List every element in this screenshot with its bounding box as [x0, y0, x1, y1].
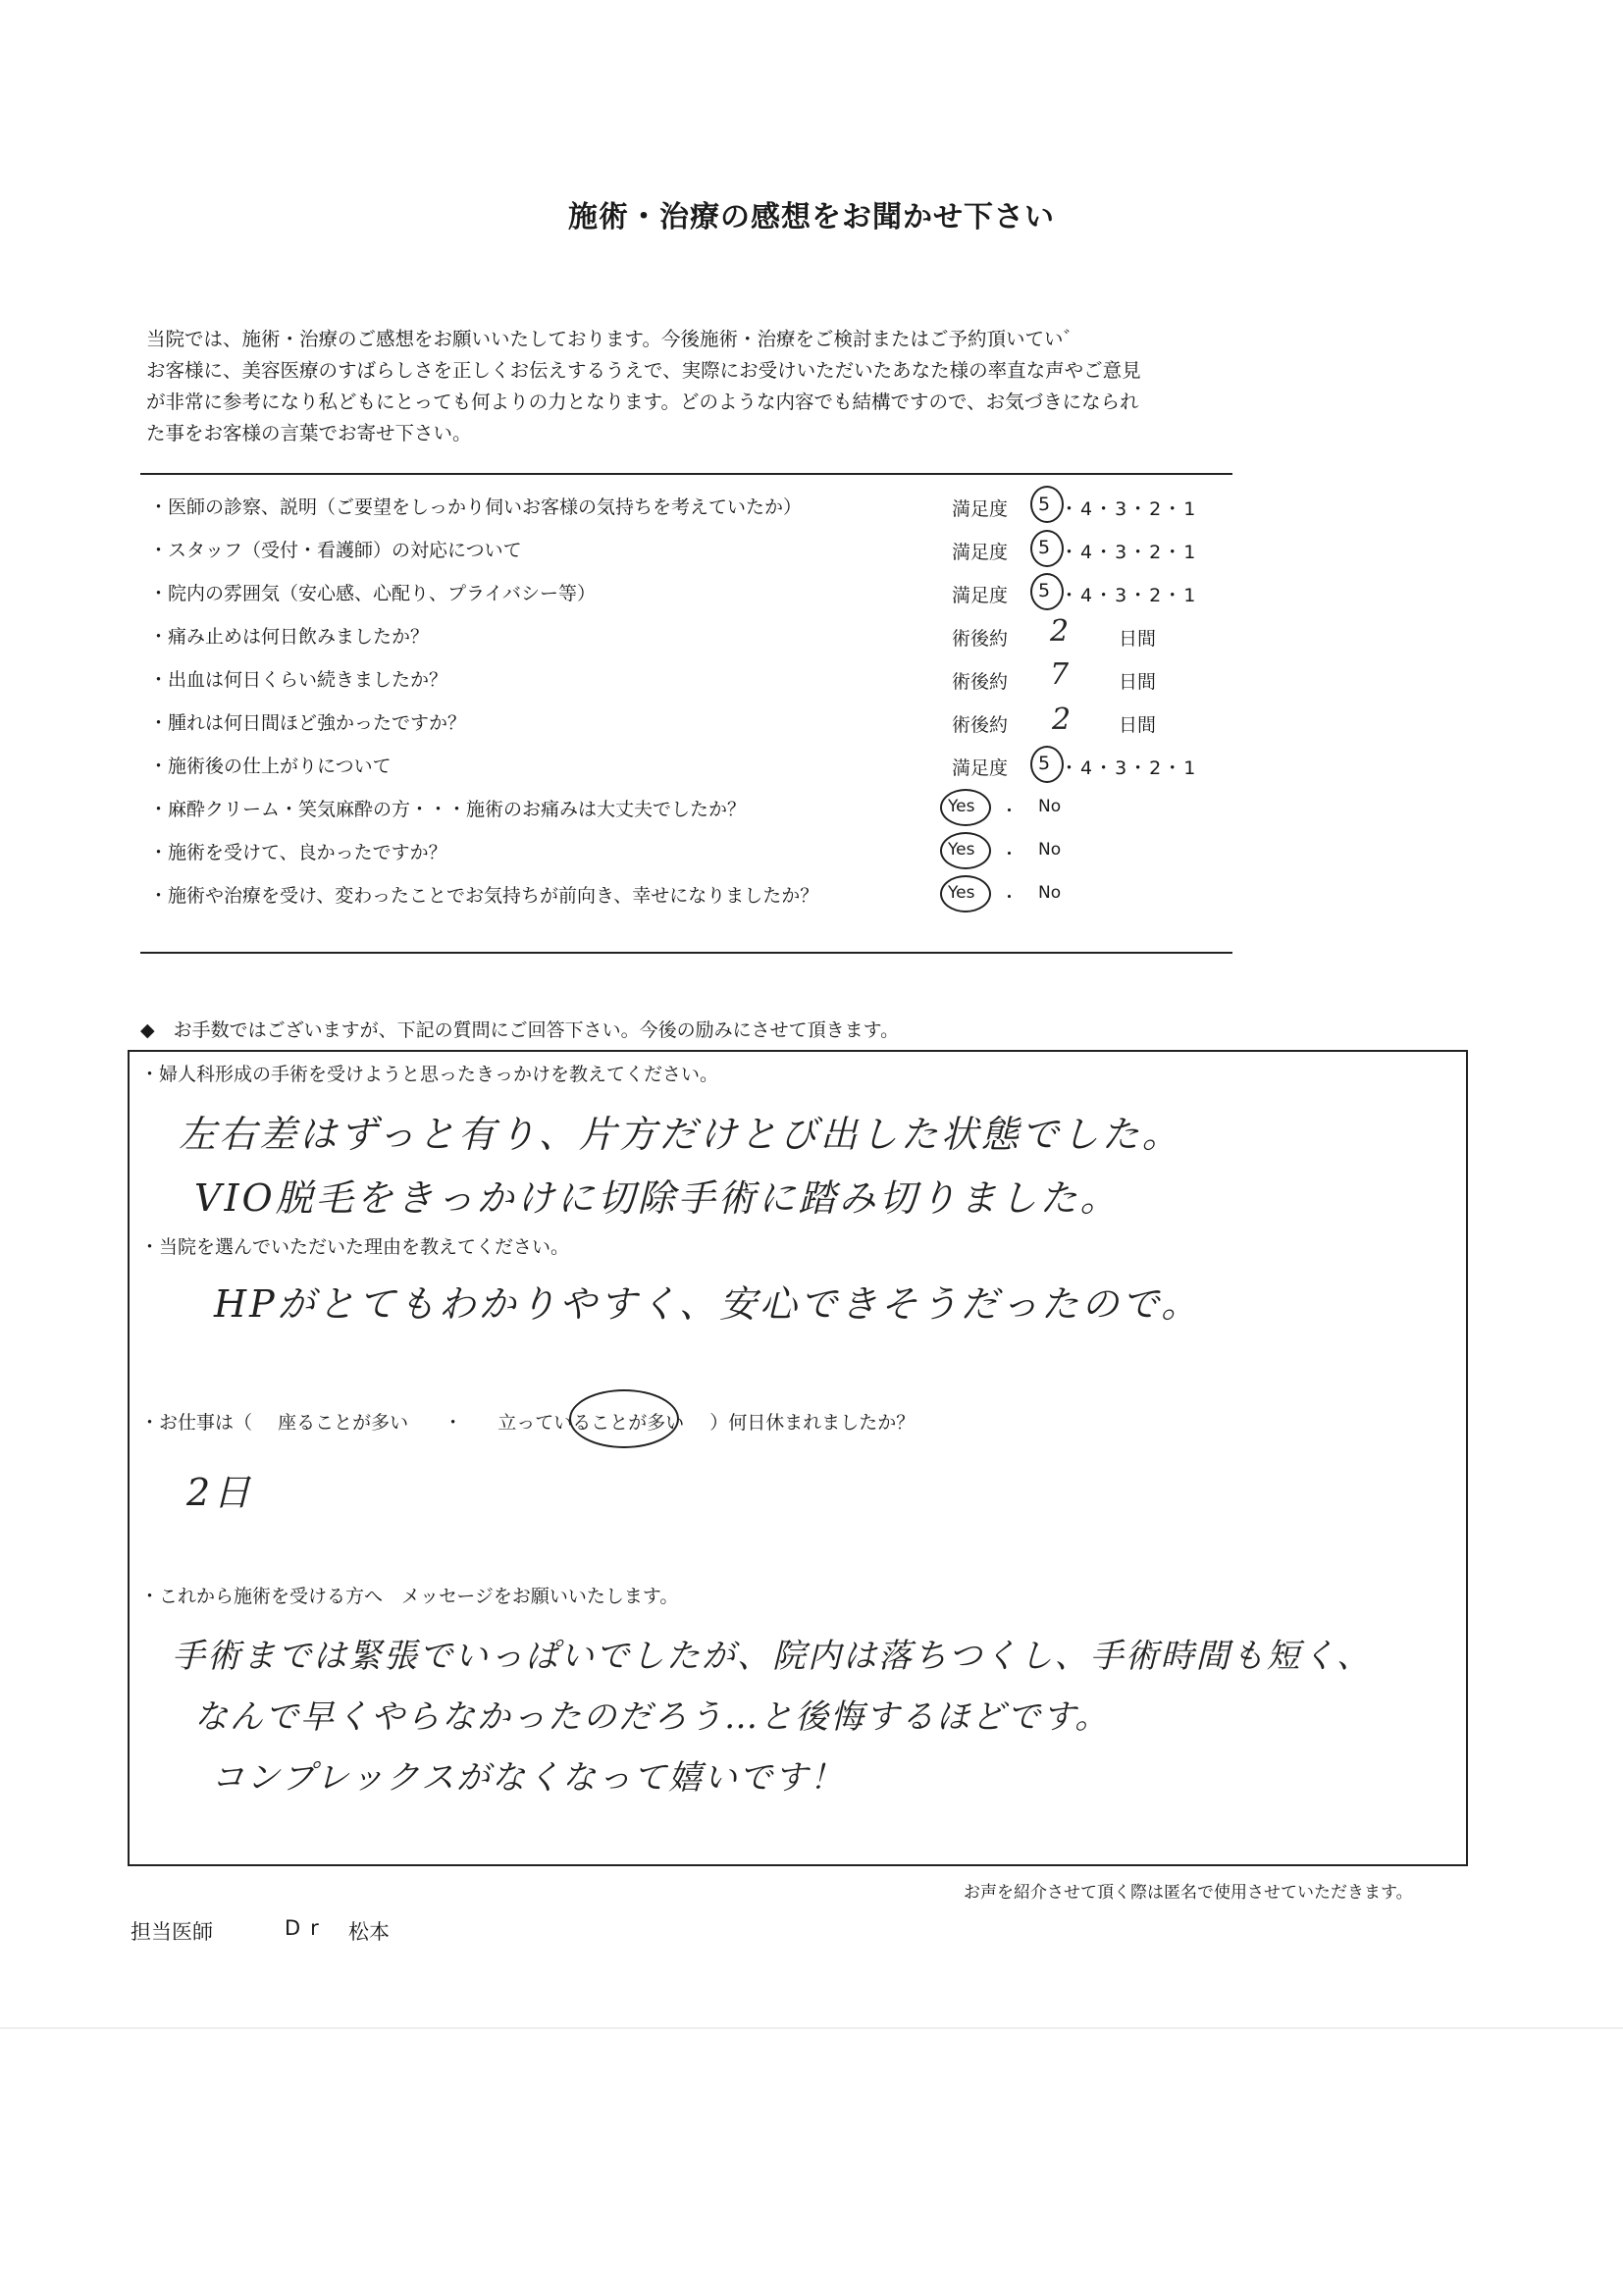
question-staff-response: ・スタッフ（受付・看護師）の対応について — [149, 540, 522, 561]
yes-option: Yes — [948, 840, 975, 860]
question-reason-for-clinic: ・当院を選んでいただいた理由を教えてください。 — [140, 1236, 570, 1258]
days-unit: 日間 — [1119, 628, 1157, 650]
doctor-label: 担当医師 — [131, 1920, 213, 1944]
work-question-prefix: ・お仕事は（ — [140, 1412, 253, 1434]
question-reason-for-surgery: ・婦人科形成の手術を受けようと思ったきっかけを教えてください。 — [140, 1064, 719, 1085]
rating-selected-value: 5 — [1038, 537, 1053, 558]
rating-selected-value: 5 — [1038, 494, 1053, 515]
rating-selected-value: 5 — [1038, 753, 1053, 774]
question-doctor-consultation: ・医師の診察、説明（ご要望をしっかり伺いお客様の気持ちを考えていたか） — [149, 496, 803, 518]
yes-option: Yes — [948, 883, 975, 903]
answer-reason-line[interactable]: 左右差はずっと有り、片方だけとび出した状態でした。 — [179, 1113, 1182, 1156]
days-prefix: 術後約 — [952, 628, 1009, 650]
yes-option: Yes — [948, 797, 975, 816]
days-unit: 日間 — [1119, 671, 1157, 693]
option-sitting[interactable]: 座ることが多い — [278, 1412, 409, 1434]
days-prefix: 術後約 — [952, 714, 1009, 736]
days-prefix: 術後約 — [952, 671, 1009, 693]
intro-line: が非常に参考になり私どもにとっても何よりの力となります。どのような内容でも結構ですので、お気づきになられ — [146, 391, 1139, 413]
anonymity-notice: お声を紹介させて頂く際は匿名で使用させていただきます。 — [964, 1883, 1413, 1903]
question-swelling-days: ・腫れは何日間ほど強かったですか？ — [149, 712, 467, 734]
answer-reason-line[interactable]: VIO脱毛をきっかけに切除手術に踏み切りました。 — [194, 1176, 1121, 1220]
selected-option-circle[interactable] — [569, 1389, 679, 1448]
work-question-suffix: ）何日休まれましたか？ — [709, 1412, 916, 1434]
scan-edge-line — [0, 2027, 1623, 2029]
answer-message-line[interactable]: コンプレックスがなくなって嬉いです！ — [211, 1758, 845, 1798]
yesno-separator: ・ — [1001, 888, 1018, 908]
question-painkiller-days: ・痛み止めは何日飲みましたか？ — [149, 626, 430, 648]
days-unit: 日間 — [1119, 714, 1157, 736]
satisfaction-label: 満足度 — [952, 498, 1009, 520]
satisfaction-label: 満足度 — [952, 757, 1009, 779]
question-message-to-future-patients: ・これから施術を受ける方へ メッセージをお願いいたします。 — [140, 1586, 679, 1607]
question-work-and-days-off — [140, 1408, 915, 1435]
rating-scale-values: ・4・3・2・1 — [1060, 542, 1198, 563]
question-finish-quality: ・施術後の仕上がりについて — [149, 756, 392, 777]
answer-days-off[interactable]: 2日 — [186, 1471, 254, 1514]
option-separator: ・ — [444, 1412, 463, 1434]
rating-scale-values: ・4・3・2・1 — [1060, 757, 1198, 779]
divider-bottom — [140, 952, 1232, 954]
satisfaction-label: 満足度 — [952, 542, 1009, 563]
rating-scale-values: ・4・3・2・1 — [1060, 585, 1198, 606]
no-option[interactable]: No — [1038, 883, 1062, 903]
no-option[interactable]: No — [1038, 840, 1062, 860]
section-header: ◆ お手数ではございますが、下記の質問にご回答下さい。今後の励みにさせて頂きます。 — [140, 1019, 900, 1041]
page-title: 施術・治療の感想をお聞かせ下さい — [568, 200, 1055, 235]
doctor-title: Dr — [285, 1916, 329, 1940]
doctor-name: 松本 — [348, 1920, 390, 1944]
divider-top — [140, 473, 1232, 475]
rating-scale-values: ・4・3・2・1 — [1060, 498, 1198, 520]
yesno-separator: ・ — [1001, 802, 1018, 821]
satisfaction-label: 満足度 — [952, 585, 1009, 606]
yesno-separator: ・ — [1001, 845, 1018, 864]
answer-message-line[interactable]: 手術までは緊張でいっぱいでしたが、院内は落ちつくし、手術時間も短く、 — [172, 1637, 1372, 1676]
question-anesthesia-pain: ・麻酔クリーム・笑気麻酔の方・・・施術のお痛みは大丈夫でしたか？ — [149, 799, 747, 820]
answer-reason-for-clinic[interactable]: HPがとてもわかりやすく、安心できそうだったので。 — [214, 1282, 1202, 1326]
question-feelings-positive: ・施術や治療を受け、変わったことでお気持ちが前向き、幸せになりましたか？ — [149, 885, 819, 907]
days-value-handwritten[interactable]: 7 — [1050, 657, 1070, 692]
question-clinic-atmosphere: ・院内の雰囲気（安心感、心配り、プライバシー等） — [149, 583, 597, 604]
intro-line: お客様に、美容医療のすばらしさを正しくお伝えするうえで、実際にお受けいただいたあなた様の率直な声やご意見 — [146, 359, 1141, 382]
intro-line: 当院では、施術・治療のご感想をお願いいたしております。今後施術・治療をご検討またはご予約頂いてい゛ — [146, 328, 1082, 350]
option-standing[interactable]: 立っていることが多い — [497, 1412, 685, 1434]
answer-message-line[interactable]: なんで早くやらなかったのだろう…と後悔するほどです。 — [194, 1697, 1111, 1737]
intro-line: た事をお客様の言葉でお寄せ下さい。 — [146, 422, 472, 444]
question-bleeding-days: ・出血は何日くらい続きましたか？ — [149, 669, 448, 691]
intro-paragraph — [146, 324, 1235, 449]
days-value-handwritten[interactable]: 2 — [1050, 614, 1070, 649]
days-value-handwritten[interactable]: 2 — [1052, 703, 1072, 737]
no-option[interactable]: No — [1038, 797, 1062, 816]
rating-selected-value: 5 — [1038, 580, 1053, 601]
question-satisfied-with-treatment: ・施術を受けて、良かったですか？ — [149, 842, 447, 863]
